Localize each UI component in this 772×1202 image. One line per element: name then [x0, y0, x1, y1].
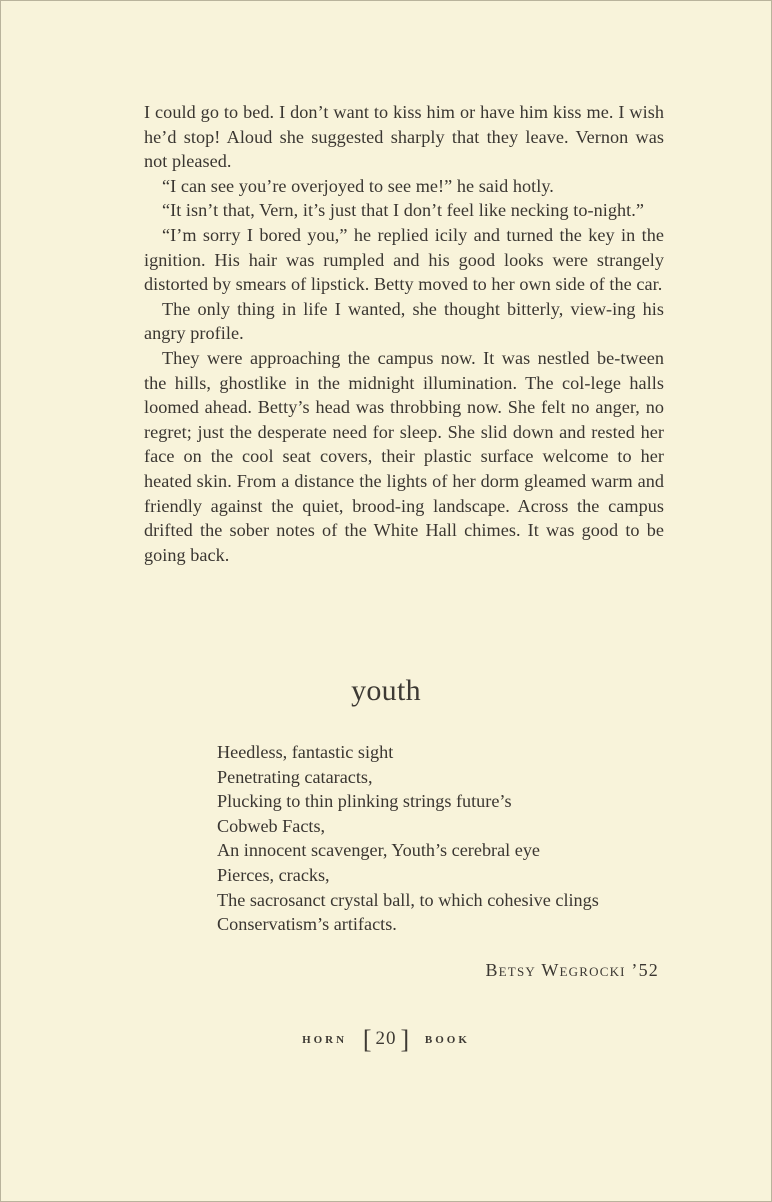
- poem-line: Pierces, cracks,: [217, 864, 330, 885]
- paragraph: They were approaching the campus now. It was nestled be-tween the hills, ghostlike in the midnight illumination. The col-lege halls loomed ahead. Betty’s head was throbbing now. She felt no anger, no regret; just the desperate need for sleep. She slid down and rested her face on the cool seat covers, their plastic surface welcome to her heated skin. From a distance the lights of her dorm gleamed warm and friendly against the quiet, brood-ing landscape. Across the campus drifted the sober notes of the White Hall chimes. It was good to be going back.: [144, 347, 664, 565]
- poem-author: Betsy Wegrocki ’52: [485, 960, 659, 980]
- paragraph: “I’m sorry I bored you,” he replied icily and turned the key in the ignition. His hair was rumpled and his good looks were strangely distorted by smears of lipstick. Betty moved to her own side of the car.: [144, 224, 664, 295]
- right-bracket-ornament: ]: [400, 1025, 410, 1054]
- poem-line: Heedless, fantastic sight: [217, 742, 394, 762]
- paragraph: I could go to bed. I don’t want to kiss him or have him kiss me. I wish he’d stop! Aloud she suggested sharply that they leave. Vernon was not pleased.: [144, 102, 664, 172]
- paragraph: “I can see you’re overjoyed to see me!” he said hotly.: [162, 175, 554, 196]
- page-footer: [1, 1027, 771, 1053]
- footer-right-word: BOOK: [424, 1034, 470, 1046]
- paragraph: “It isn’t that, Vern, it’s just that I don’t feel like necking to-night.”: [162, 200, 644, 221]
- poem-line: Penetrating cataracts,: [217, 766, 373, 787]
- story-text: [144, 100, 664, 567]
- poem-line: Cobweb Facts,: [217, 815, 326, 836]
- left-bracket-ornament: [: [362, 1025, 372, 1054]
- page-number: [363, 1027, 409, 1053]
- poem-line: Plucking to thin plinking strings future’s: [217, 791, 512, 812]
- poem-line: The sacrosanct crystal ball, to which cohesive clings: [217, 889, 599, 910]
- poem-body: [217, 740, 677, 937]
- paragraph: The only thing in life I wanted, she thought bitterly, view-ing his angry profile.: [144, 298, 664, 344]
- footer-left-word: HORN: [302, 1034, 348, 1046]
- poem-title: youth: [351, 674, 421, 707]
- poem-line: Conservatism’s artifacts.: [217, 914, 397, 935]
- poem-line: An innocent scavenger, Youth’s cerebral eye: [217, 840, 541, 861]
- page-number-value: 20: [375, 1028, 397, 1050]
